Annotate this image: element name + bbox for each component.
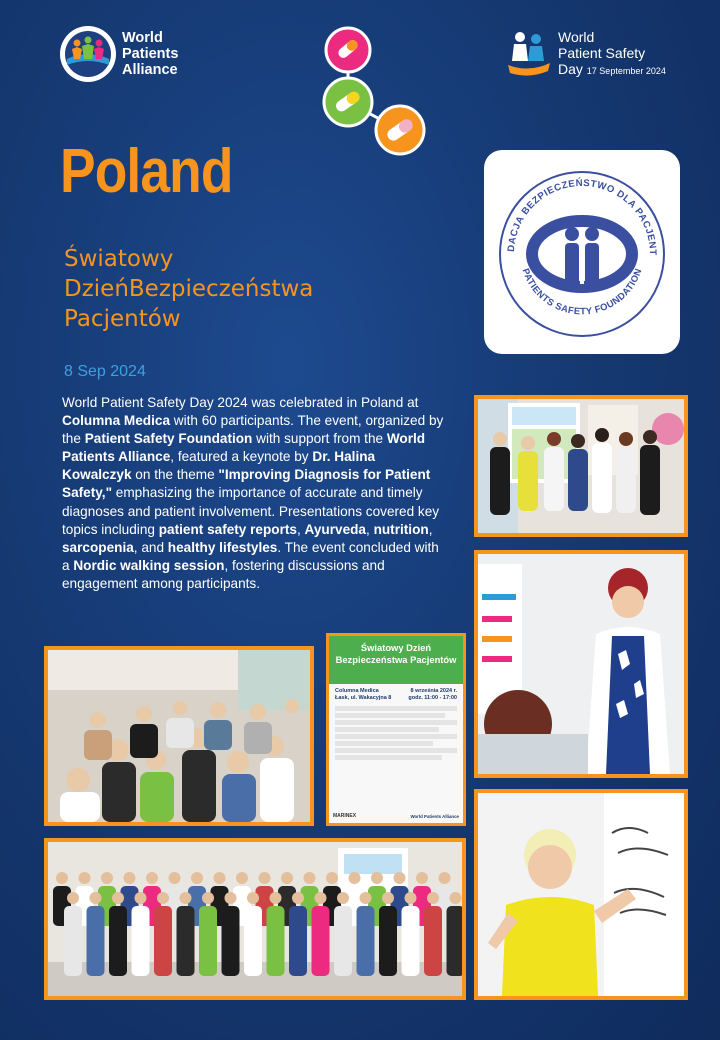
crowd-person-head bbox=[304, 872, 316, 884]
crowd-person-head bbox=[169, 872, 181, 884]
description-highlight: "Improving Diagnosis for Patient Safety," bbox=[62, 467, 431, 501]
audience-photo bbox=[44, 646, 314, 826]
crowd-person-body bbox=[244, 906, 262, 976]
crowd-person-head bbox=[90, 892, 102, 904]
description-highlight: Patient Safety Foundation bbox=[84, 431, 253, 447]
description-highlight: Ayurveda bbox=[304, 521, 366, 537]
presenter-whiteboard-photo bbox=[474, 789, 688, 1000]
description-highlight: nutrition bbox=[373, 521, 429, 537]
group-photo-banner bbox=[474, 395, 688, 537]
crowd-person-head bbox=[427, 892, 439, 904]
poster-title: Światowy Dzień Bezpieczeństwa Pacjentów bbox=[329, 636, 463, 684]
description-text: with 60 participants. The event, organized by the bbox=[62, 413, 444, 447]
crowd-person-head bbox=[180, 892, 192, 904]
event-date: 8 Sep 2024 bbox=[64, 363, 146, 380]
crowd-person-head bbox=[146, 872, 158, 884]
description-highlight: Columna Medica bbox=[62, 413, 171, 429]
description-text: , bbox=[296, 521, 305, 537]
description-highlight: healthy lifestyles bbox=[167, 539, 278, 555]
crowd-person-body bbox=[177, 906, 195, 976]
crowd-person-head bbox=[360, 892, 372, 904]
event-poster bbox=[326, 633, 466, 826]
crowd-person-head bbox=[157, 892, 169, 904]
description-highlight: World Patients Alliance bbox=[62, 431, 426, 465]
crowd-person-head bbox=[79, 872, 91, 884]
crowd-person-head bbox=[349, 872, 361, 884]
crowd-person-head bbox=[202, 892, 214, 904]
poster-sponsor: MARINEX bbox=[333, 813, 357, 819]
crowd-person-head bbox=[405, 892, 417, 904]
crowd-person-body bbox=[289, 906, 307, 976]
crowd-person-body bbox=[109, 906, 127, 976]
world-patient-safety-day-text: World Patient Safety Day 17 September 2024 bbox=[558, 29, 666, 77]
crowd-person-head bbox=[236, 872, 248, 884]
description-text: . The event concluded with a bbox=[62, 539, 439, 573]
description-highlight: sarcopenia bbox=[62, 539, 134, 555]
crowd-person-head bbox=[371, 872, 383, 884]
description-highlight: Nordic walking session bbox=[73, 557, 225, 573]
large-group-photo bbox=[44, 838, 466, 1000]
crowd-person-head bbox=[247, 892, 259, 904]
crowd-person-head bbox=[191, 872, 203, 884]
crowd-person-head bbox=[394, 872, 406, 884]
crowd-person-head bbox=[315, 892, 327, 904]
description-text: , featured a keynote by bbox=[170, 449, 313, 465]
patients-safety-foundation-logo bbox=[484, 150, 680, 354]
crowd-person-body bbox=[312, 906, 330, 976]
poster-footer bbox=[333, 813, 459, 819]
description-text: , fostering discussions and engagement among participants. bbox=[62, 557, 385, 591]
world-patients-alliance-icon bbox=[60, 26, 116, 82]
description-text: , bbox=[428, 521, 433, 537]
description-text: World Patient Safety Day 2024 was celebrated in Poland at bbox=[62, 395, 419, 410]
description-highlight: Dr. Halina Kowalczyk bbox=[62, 449, 376, 483]
foundation-top-arc-text: DACJA BEZPIECZEŃSTWO DLA PACJENT bbox=[505, 177, 659, 256]
description-highlight: patient safety reports bbox=[158, 521, 297, 537]
world-patients-alliance-text: World Patients Alliance bbox=[122, 30, 179, 78]
description-text: emphasizing the importance of accurate and timely diagnoses and patient involvement. Presentations covered key topics including bbox=[62, 485, 440, 537]
crowd-person-head bbox=[56, 872, 68, 884]
world-patients-alliance-logo bbox=[60, 24, 200, 84]
crowd-person-body bbox=[334, 906, 352, 976]
foundation-emblem-icon bbox=[532, 221, 632, 287]
crowd-person-body bbox=[132, 906, 150, 976]
speaker-photo bbox=[474, 550, 688, 778]
crowd-person-head bbox=[112, 892, 124, 904]
world-patient-safety-day-logo bbox=[506, 26, 676, 82]
poster-venue-time: Columna Medica Łask, ul. Wakacyjna 8 8 września 2024 r. godz. 11:00 - 17:00 bbox=[335, 688, 457, 701]
crowd-person-head bbox=[382, 892, 394, 904]
crowd-person-body bbox=[402, 906, 420, 976]
crowd-person-head bbox=[67, 892, 79, 904]
crowd-person-head bbox=[225, 892, 237, 904]
crowd-person-head bbox=[214, 872, 226, 884]
crowd-person-body bbox=[199, 906, 217, 976]
event-description bbox=[62, 394, 444, 593]
crowd-person-body bbox=[154, 906, 172, 976]
local-event-name: Światowy DzieńBezpieczeństwa Pacjentów bbox=[64, 246, 314, 332]
pills-molecule-icon bbox=[320, 22, 430, 157]
crowd-person-head bbox=[281, 872, 293, 884]
description-text: , bbox=[366, 521, 374, 537]
description-text: with support from the bbox=[252, 431, 387, 447]
poster-partner: World Patients Alliance bbox=[410, 813, 459, 819]
crowd-person-body bbox=[222, 906, 240, 976]
crowd-person-head bbox=[135, 892, 147, 904]
crowd-person-body bbox=[357, 906, 375, 976]
crowd-person-body bbox=[447, 906, 463, 976]
crowd-person-head bbox=[416, 872, 428, 884]
poster-program-list bbox=[329, 704, 463, 764]
crowd-person-body bbox=[267, 906, 285, 976]
page-title: Poland bbox=[60, 137, 233, 206]
crowd-person-body bbox=[424, 906, 442, 976]
description-text: on the theme bbox=[131, 467, 219, 483]
crowd-person-body bbox=[87, 906, 105, 976]
crowd-person-head bbox=[450, 892, 462, 904]
crowd-person-head bbox=[439, 872, 451, 884]
crowd-person-body bbox=[64, 906, 82, 976]
crowd-person-head bbox=[101, 872, 113, 884]
crowd-person-head bbox=[259, 872, 271, 884]
world-patient-safety-day-icon bbox=[506, 29, 552, 79]
crowd-person-body bbox=[379, 906, 397, 976]
crowd-person-head bbox=[337, 892, 349, 904]
description-text: , and bbox=[133, 539, 168, 555]
crowd-person-head bbox=[292, 892, 304, 904]
crowd-person-head bbox=[270, 892, 282, 904]
crowd-person-head bbox=[326, 872, 338, 884]
crowd-person-head bbox=[124, 872, 136, 884]
foundation-bottom-arc-text: PATIENTS SAFETY FOUNDATION bbox=[520, 266, 644, 317]
